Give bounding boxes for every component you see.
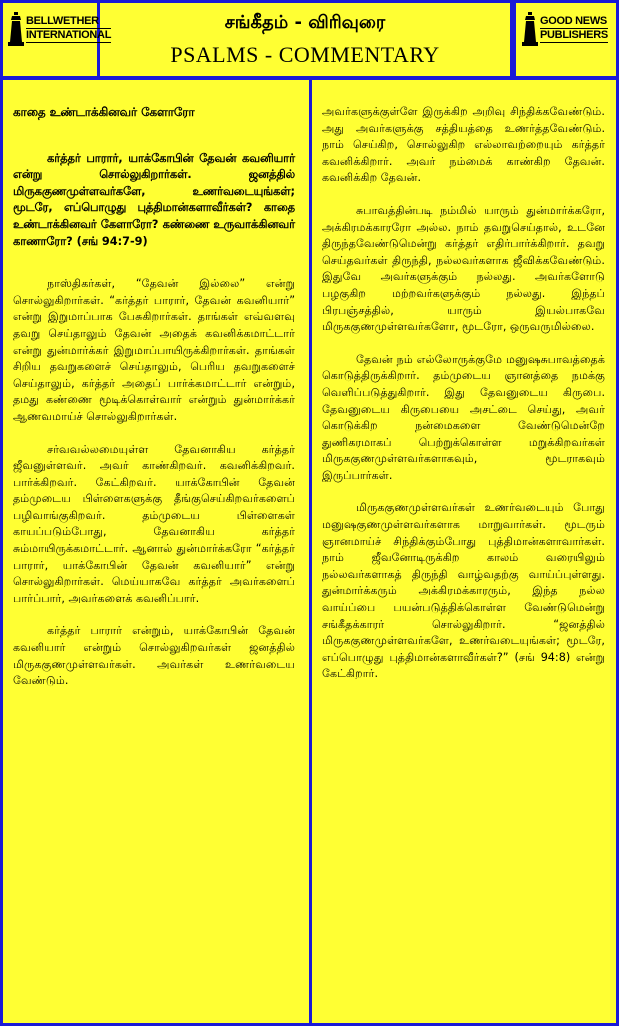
good-news-logo — [522, 12, 608, 46]
title-tamil: சங்கீதம் - விரிவுரை — [224, 12, 386, 33]
right-paragraph-3: தேவன் நம் எல்லோருக்குமே மனுஷசுபாவத்தைக் கொடுத்திருக்கிறார். தம்முடைய ஞானத்தை நமக்கு வெளிப்படுத்துகிறார். இது தேவனுடைய கிருபை. தேவனுடைய கிருபையை அசட்டை செய்து, அவர் கொடுக்கிற நன்மைகளை வேண்டுமென்றே துணிகரமாகப் பெற்றுக்கொள்ள மறுக்கிறவர்கள் மிருககுணமுள்ளவர்களாகவும், மூடராகவும் இருப்பார்கள். — [322, 352, 605, 482]
left-paragraph-3: கர்த்தர் பாரார் என்றும், யாக்கோபின் தேவன் கவனியார் என்றும் சொல்லுகிறவர்கள் ஜனத்தில் மிருககுணமுள்ளவர்கள். அவர்கள் உணர்வடைய வேண்டும். — [13, 624, 295, 688]
left-paragraph-1: நாஸ்திகர்கள், “தேவன் இல்லை” என்று சொல்லுகிறார்கள். “கர்த்தர் பாரார், தேவன் கவனியார்” என்று இறுமாப்பாக பேசுகிறார்கள். தாங்கள் எவ்வளவு தவறு செய்தாலும் தேவன் அதைக் கவனிக்கமாட்டார் என்று துன்மார்க்கர் இறுமாப்பாயிருக்கிறார்கள். தாங்கள் சிறிய தவறுகளைச் செய்தாலும், பெரிய தவறுகளைச் செய்தாலும், கர்த்தர் அதைப் பார்க்கமாட்டார் என்றும், தமது கண்ணை மூடிக்கொள்வார் என்றும் துன்மார்க்கர் ஆணவமாய்ச் சொல்லுகிறார்கள். — [13, 277, 295, 423]
left-paragraph-2: சர்வவல்லமையுள்ள தேவனாகிய கர்த்தர் ஜீவனுள்ளவர். அவர் காண்கிறவர். கவனிக்கிறவர். பார்க்கிறவர். கேட்கிறவர். யாக்கோபின் தேவன் தம்முடைய பிள்ளைகளுக்கு தீங்குசெய்கிறவர்களைப் பழிவாங்குகிறவர். தம்முடைய பிள்ளைகள் காயப்படும்போது, தேவனாகிய கர்த்தர் சும்மாயிருக்கமாட்டார். ஆனால் துன்மார்க்கரோ “கர்த்தர் பாரார், யாக்கோபின் தேவன் கவனியார்” என்று சொல்லுகிறார்கள். மெய்யாகவே கர்த்தர் அவர்களைப் பார்ப்பார், அவர்களைக் கவனிப்பார். — [13, 442, 295, 605]
left-logo-line2: INTERNATIONAL — [26, 29, 112, 41]
article-heading: காதை உண்டாக்கினவர் கேளாரோ — [13, 105, 195, 119]
left-logo-box — [0, 0, 112, 76]
right-paragraph-4: மிருககுணமுள்ளவர்கள் உணர்வடையும் போது மனுஷகுணமுள்ளவர்களாக மாறுவார்கள். மூடரும் ஞானமாய்ச் சிந்திக்கும்போது புத்திமான்களாவார்கள். நாம் ஜீவனோடிருக்கிற காலம் வரையிலும் நல்லவர்களாகத் திருந்தி வாழ்வதற்கு வாய்ப்புள்ளது. துன்மார்க்கரும் அக்கிரமக்காரரும், இந்த நல்ல வாய்ப்பை பயன்படுத்திக்கொள்ள வேண்டுமென்று சங்கீதக்காரர் சொல்லுகிறார். “ஜனத்தில் மிருககுணமுள்ளவர்களே, உணர்வடையுங்கள்; மூடரே, எப்பொழுது புத்திமான்களாவீர்கள்?” (சங் 94:8) என்று கேட்கிறார். — [322, 501, 605, 681]
right-logo-box — [513, 0, 619, 76]
left-logo-line1: BELLWETHER — [26, 15, 111, 29]
right-logo-line1: GOOD NEWS — [540, 15, 607, 27]
right-logo-line2: PUBLISHERS — [540, 29, 608, 41]
left-column — [13, 104, 295, 706]
title-box — [100, 0, 513, 76]
lighthouse-icon — [522, 12, 538, 46]
right-paragraph-1: அவர்களுக்குள்ளே இருக்கிற அறிவு சிந்திக்கவேண்டும். அது அவர்களுக்கு சத்தியத்தை உணர்த்தவேண்டும். நாம் செய்கிற, சொல்லுகிற எல்லாவற்றையும் கர்த்தர் கவனிக்கிறார். அவர் நம்மைக் காண்கிற தேவன். கவனிக்கிற தேவன். — [322, 105, 605, 185]
bellwether-logo — [8, 12, 111, 46]
column-divider — [309, 80, 312, 1026]
title-english: PSALMS - COMMENTARY — [170, 42, 440, 67]
scripture-verse: கர்த்தர் பாரார், யாக்கோபின் தேவன் கவனியார் என்று சொல்லுகிறார்கள். ஜனத்தில் மிருககுணமுள்ளவர்களே, உணர்வடையுங்கள்; மூடரே, எப்பொழுது புத்திமான்களாவீர்கள்? காதை உண்டாக்கினவர் கேளாரோ? கண்ணை உருவாக்கினவர் காணாரோ? (சங் 94:7-9) — [13, 151, 295, 248]
lighthouse-icon — [8, 12, 24, 46]
right-paragraph-2: சுபாவத்தின்படி நம்மில் யாரும் துன்மார்க்கரோ, அக்கிரமக்காரரோ அல்ல. நாம் தவறுசெய்தால், உடனே திருந்தவேண்டுமென்று கர்த்தர் எதிர்பார்க்கிறார். தவறு செய்தவர்கள் திருந்தி, நல்லவர்களாக ஜீவிக்கவேண்டும். இதுவே அவர்களுக்கும் நல்லது. அவர்களோடு பழகுகிற மற்றவர்களுக்கும் நல்லது. இந்தப் பிரபஞ்சத்தில், யாரும் இயல்பாகவே மிருககுணமுள்ளவர்களோ, மூடரோ, ஒருவருமில்லை. — [322, 203, 605, 334]
right-column — [322, 104, 605, 699]
page-header — [0, 0, 619, 80]
